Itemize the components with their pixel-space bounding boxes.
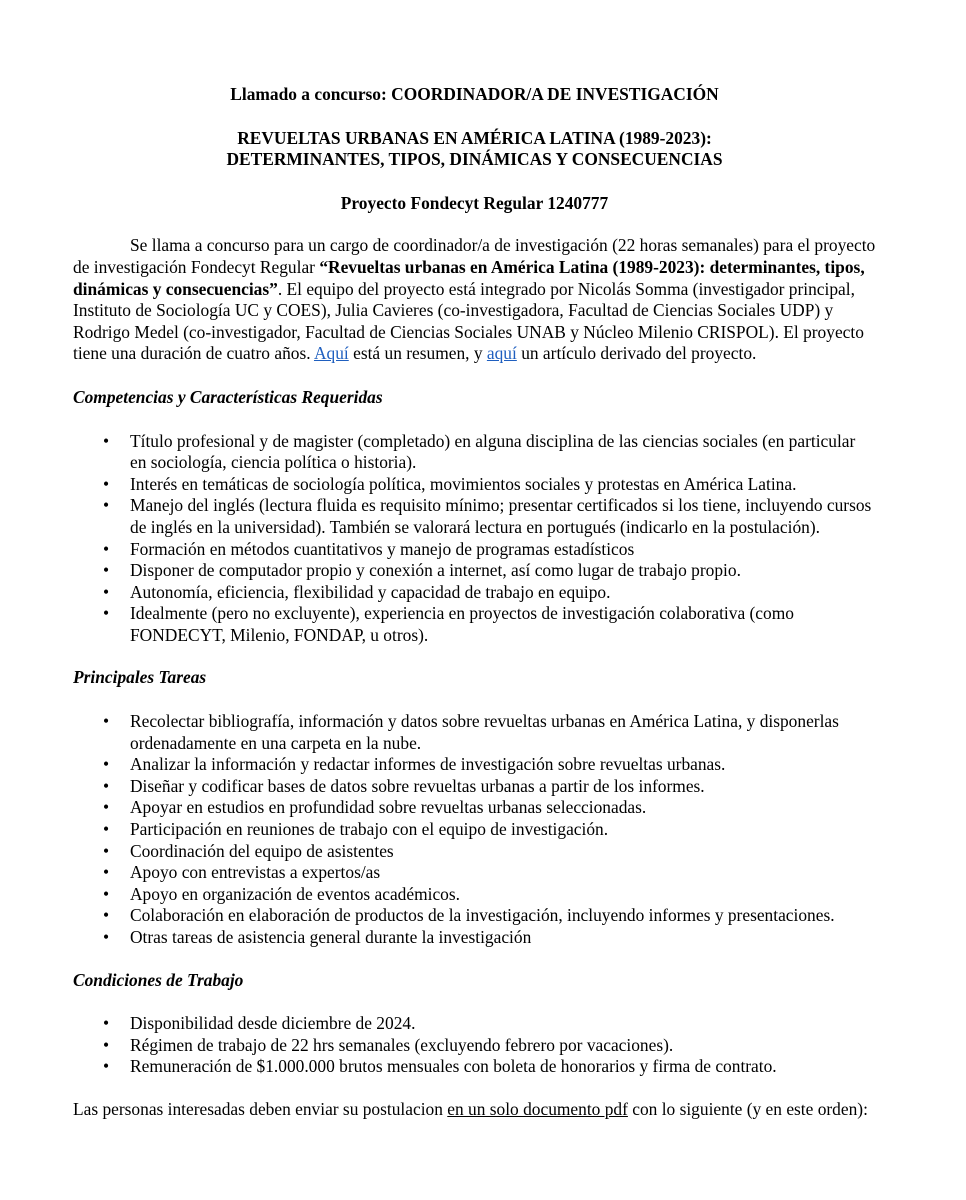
closing-underlined-text: en un solo documento pdf [447, 1098, 628, 1119]
intro-project-name: “Revueltas urbanas en América Latina (1989-2023): determinantes, tipos, dinámicas y consecuencias” [73, 256, 865, 299]
closing-paragraph [73, 1099, 876, 1121]
list-item: • Disponer de computador propio y conexión a internet, así como lugar de trabajo propio. [103, 560, 741, 581]
closing-text-1: Las personas interesadas deben enviar su postulacion [73, 1098, 448, 1119]
list-item: • Interés en temáticas de sociología política, movimientos sociales y protestas en América Latina. [103, 473, 797, 494]
intro-text-3: está un resumen, y [348, 343, 487, 364]
list-item: • Diseñar y codificar bases de datos sobre revueltas urbanas a partir de los informes. [103, 775, 705, 796]
project-code: Proyecto Fondecyt Regular 1240777 [340, 192, 609, 213]
list-item: • Disponibilidad desde diciembre de 2024. [103, 1013, 416, 1034]
bullet-icon: • [103, 883, 110, 904]
tasks-list [73, 711, 876, 949]
bullet-icon: • [103, 840, 110, 861]
section-heading-requirements: Competencias y Características Requeridas [73, 386, 383, 407]
list-item: • Manejo del inglés (lectura fluida es requisito mínimo; presentar certificados si los tiene, incluyendo cursos de inglés en la universidad). También se valorará lectura en portugués (indicarlo en la postulación). [103, 495, 872, 537]
list-item: • Formación en métodos cuantitativos y manejo de programas estadísticos [103, 538, 635, 559]
bullet-icon: • [103, 819, 110, 840]
list-item: • Otras tareas de asistencia general durante la investigación [103, 927, 532, 947]
bullet-icon: • [103, 862, 110, 883]
section-heading-conditions: Condiciones de Trabajo [73, 969, 244, 990]
article-link[interactable]: aquí [486, 343, 517, 364]
bullet-icon: • [103, 560, 110, 581]
bullet-icon: • [103, 905, 110, 926]
subtitle-line-1: REVUELTAS URBANAS EN AMÉRICA LATINA (1989-2023): [237, 127, 712, 148]
list-item: • Recolectar bibliografía, información y datos sobre revueltas urbanas en América Latina, y disponerlas ordenadamente en una carpeta en la nube. [103, 711, 839, 753]
bullet-icon: • [103, 430, 110, 451]
section-heading-tasks: Principales Tareas [73, 667, 207, 688]
intro-paragraph [73, 235, 876, 365]
bullet-icon: • [103, 927, 110, 947]
list-item: • Idealmente (pero no excluyente), experiencia en proyectos de investigación colaborativa (como FONDECYT, Milenio, FONDAP, u otros). [103, 603, 794, 645]
project-subtitle [73, 128, 876, 171]
bullet-icon: • [103, 495, 110, 516]
bullet-icon: • [103, 603, 110, 624]
list-item: • Autonomía, eficiencia, flexibilidad y capacidad de trabajo en equipo. [103, 581, 611, 602]
page-title: Llamado a concurso: COORDINADOR/A DE INVESTIGACIÓN [230, 84, 719, 104]
list-item: • Participación en reuniones de trabajo con el equipo de investigación. [103, 819, 609, 840]
bullet-icon: • [103, 775, 110, 796]
list-item: • Colaboración en elaboración de productos de la investigación, incluyendo informes y presentaciones. [103, 905, 835, 926]
bullet-icon: • [103, 1056, 110, 1077]
bullet-icon: • [103, 538, 110, 559]
list-item: • Remuneración de $1.000.000 brutos mensuales con boleta de honorarios y firma de contrato. [103, 1056, 777, 1077]
intro-text-1: Se llama a concurso para un cargo de coordinador/a de investigación (22 horas semanales) para el proyecto de investigación Fondecyt Regular [73, 235, 876, 277]
bullet-icon: • [103, 711, 110, 732]
list-item: • Analizar la información y redactar informes de investigación sobre revueltas urbanas. [103, 754, 726, 775]
conditions-list [73, 1013, 876, 1078]
list-item: • Apoyo con entrevistas a expertos/as [103, 862, 381, 883]
bullet-icon: • [103, 473, 110, 494]
list-item: • Régimen de trabajo de 22 hrs semanales (excluyendo febrero por vacaciones). [103, 1034, 674, 1055]
list-item: • Coordinación del equipo de asistentes [103, 840, 394, 861]
subtitle-line-2: DETERMINANTES, TIPOS, DINÁMICAS Y CONSECUENCIAS [226, 149, 723, 170]
bullet-icon: • [103, 797, 110, 818]
bullet-icon: • [103, 754, 110, 775]
bullet-icon: • [103, 581, 110, 602]
bullet-icon: • [103, 1034, 110, 1055]
intro-text-2: . El equipo del proyecto está integrado por Nicolás Somma (investigador principal, Instituto de Sociología UC y COES), Julia Cavieres (co-investigadora, Facultad de Ciencias Sociales UDP) y Rodrigo Medel (co-investigador, Facultad de Ciencias Sociales UNAB y Núcleo Milenio CRISPOL). El proyecto tiene una duración de cuatro años. [73, 278, 864, 364]
intro-text-4: un artículo derivado del proyecto. [516, 343, 757, 364]
list-item: • Apoyo en organización de eventos académicos. [103, 883, 460, 904]
requirements-list [73, 431, 876, 647]
closing-text-2: con lo siguiente (y en este orden): [627, 1098, 868, 1119]
bullet-icon: • [103, 1013, 110, 1034]
list-item: • Título profesional y de magister (completado) en alguna disciplina de las ciencias sociales (en particular en sociología, ciencia política o historia). [103, 430, 856, 473]
list-item: • Apoyar en estudios en profundidad sobre revueltas urbanas seleccionadas. [103, 797, 647, 818]
summary-link[interactable]: Aquí [313, 343, 349, 364]
